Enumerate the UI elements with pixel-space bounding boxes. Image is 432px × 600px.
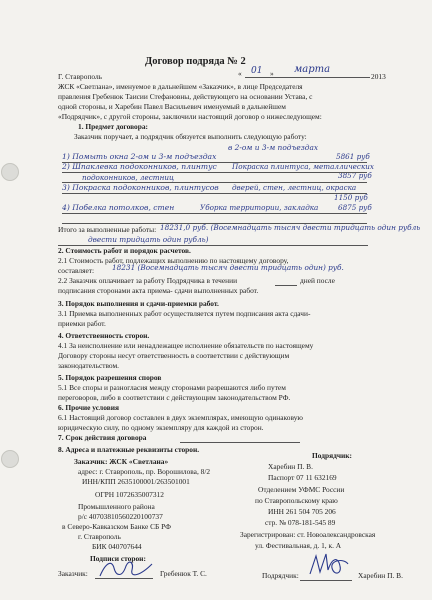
date-open-quote: « <box>238 69 242 78</box>
total-handwritten: 18231,0 руб. (Восемнадцать тысяч двести тридцать один рубль <box>160 223 421 232</box>
preamble-line-2: правления Гребенюк Таисии Стефановны, действующего на основании Устава, с <box>58 92 313 101</box>
work-line-5 <box>62 213 367 214</box>
work-item-1: 1) Помыть окна 2-ом и 3-м подъездах <box>62 152 217 161</box>
section-6-title: 6. Прочие условия <box>58 403 119 412</box>
contract-title: Договор подряда № 2 <box>145 56 246 67</box>
section-5-title: 5. Порядок разрешения споров <box>58 373 162 382</box>
section-2-2-a: 2.2 Заказчик оплачивает за работу Подрядчика в течении <box>58 276 238 285</box>
section-7-title: 7. Срок действия договора <box>58 433 147 442</box>
contractor-line: Харебин П. В. <box>268 462 313 471</box>
days-line <box>275 285 297 286</box>
customer-line: ОГРН 1072635007312 <box>95 490 164 499</box>
contractor-line: Паспорт 07 11 632169 <box>268 473 337 482</box>
signatures-title: Подписи сторон: <box>90 554 146 563</box>
work-item-4-amount: 6875 руб <box>338 203 372 212</box>
section-3-1-a: 3.1 Приемка выполненных работ осуществляется путем подписания акта сдачи- <box>58 309 311 318</box>
city: Г. Ставрополь <box>58 72 103 81</box>
sig-contractor-name: Харебин П. В. <box>358 571 403 580</box>
work-item-4: 4) Побелка потолков, стен <box>62 203 175 212</box>
section-4-title: 4. Ответственность сторон. <box>58 331 150 340</box>
contractor-line: стр. № 078-181-545 89 <box>265 518 336 527</box>
work-item-2-amount: 3857 руб <box>338 171 372 180</box>
contractor-line: Зарегистрирован: ст. Новоалександровская <box>240 530 376 539</box>
work-item-4-cont: Уборка территории, закладка <box>200 203 319 212</box>
section-8-title: 8. Адреса и платежные реквизиты сторон. <box>58 445 200 454</box>
preamble-line-3: одной стороны, и Харебин Павел Васильевич именуемый в дальнейшем <box>58 102 286 111</box>
customer-line: р/с 40703810560220100737 <box>78 512 163 521</box>
work-item-1-amount: 5861 руб <box>336 152 370 161</box>
punch-hole-top <box>1 163 19 181</box>
punch-hole-bottom <box>1 450 19 468</box>
section-3-1-b: приемки работ. <box>58 319 106 328</box>
customer-signature <box>96 556 158 584</box>
contractor-line: Отделением УФМС России <box>258 485 345 494</box>
section-4-1-c: законодательством. <box>58 361 119 370</box>
contractor-signature <box>304 548 352 582</box>
section-5-1-a: 5.1 Все споры и разногласия между сторонами разрешаются либо путем <box>58 383 286 392</box>
section-4-1-a: 4.1 За неисполнение или ненадлежащее исполнение обязательств по настоящему <box>58 341 314 350</box>
work-line-4 <box>62 193 367 194</box>
date-day: 01 <box>251 66 263 76</box>
customer-label: Заказчик: ЖСК «Светлана» <box>74 457 169 466</box>
date-line <box>245 77 370 78</box>
contractor-label: Подрядчик: <box>312 451 352 460</box>
work-item-3-amount: 1150 руб <box>334 193 368 202</box>
total-handwritten-cont: двести тридцать один рубль) <box>88 235 209 244</box>
preamble-line-1: ЖСК «Светлана», именуемое в дальнейшем «Заказчик», в лице Председателя <box>58 82 303 91</box>
term-line <box>180 442 300 443</box>
sig-customer-name: Гребенюк Т. С. <box>160 569 207 578</box>
handwritten-top-note: в 2-ом и 3-м подъездах <box>228 143 319 152</box>
sig-customer-label: Заказчик: <box>58 569 88 578</box>
date-month: марта <box>294 64 331 75</box>
customer-line: адрес: г. Ставрополь, пр. Ворошилова, 8/2 <box>78 467 211 476</box>
customer-line: в Северо-Кавказском Банке СБ РФ <box>62 522 171 531</box>
work-item-2: 2) Шпаклевка подоконников, плинтус <box>62 162 217 171</box>
date-close-quote: » <box>270 69 274 78</box>
section-1-text: Заказчик поручает, а подрядчик обязуется выполнить следующую работу: <box>74 132 307 141</box>
contractor-line: ул. Фестивальная, д. 1, к. А <box>255 541 342 550</box>
section-5-1-b: переговоров, либо в соответствии с действующим законодательством РФ. <box>58 393 291 402</box>
section-2-1-a: 2.1 Стоимость работ, подлежащих выполнению по настоящему договору, <box>58 256 289 265</box>
section-3-title: 3. Порядок выполнения и сдачи-приемки работ. <box>58 299 219 308</box>
work-item-3: 3) Покраска подоконников, плинтусов <box>62 183 219 192</box>
work-item-3-cont: дверей, стен, лестниц, окраска <box>232 183 357 192</box>
section-2-2-b: дней после <box>300 276 335 285</box>
section-4-1-b: Договору стороны несут ответственность в соответствии с действующим <box>58 351 290 360</box>
section-2-1-b: составляет: <box>58 266 95 275</box>
date-year: 2013 <box>371 72 386 81</box>
section-1-title: 1. Предмет договора: <box>78 122 148 131</box>
work-item-2-cont: Покраска плинтуса, металлических <box>232 162 374 171</box>
section-2-title: 2. Стоимость работ и порядок расчетов. <box>58 246 191 255</box>
preamble-line-4: «Подрядчик», с другой стороны, заключили настоящий договор о нижеследующем: <box>58 112 322 121</box>
contractor-line: ИНН 261 504 705 206 <box>268 507 336 516</box>
contractor-line: по Ставропольскому краю <box>255 496 338 505</box>
customer-line: г. Ставрополь <box>78 532 121 541</box>
customer-line: Промышленного района <box>78 502 155 511</box>
total-label: Итого за выполненные работы: <box>58 225 157 234</box>
section-2-1-handwritten: 18231 (Восемнадцать тысяч двести тридцать один) руб. <box>112 263 344 272</box>
work-item-2-cont-2: подоконников, лестниц <box>82 173 174 182</box>
section-2-2-c: подписания сторонами акта приема- сдачи выполненных работ. <box>58 286 259 295</box>
section-6-1-b: юридическую силу, по одному экземпляру для каждой из сторон. <box>58 423 264 432</box>
section-6-1-a: 6.1 Настоящий договор составлен в двух экземплярах, имеющую одинаковую <box>58 413 303 422</box>
customer-line: ИНН/КПП 2635100001/263501001 <box>82 477 190 486</box>
customer-line: БИК 040707644 <box>92 542 142 551</box>
sig-contractor-label: Подрядчик: <box>262 571 299 580</box>
